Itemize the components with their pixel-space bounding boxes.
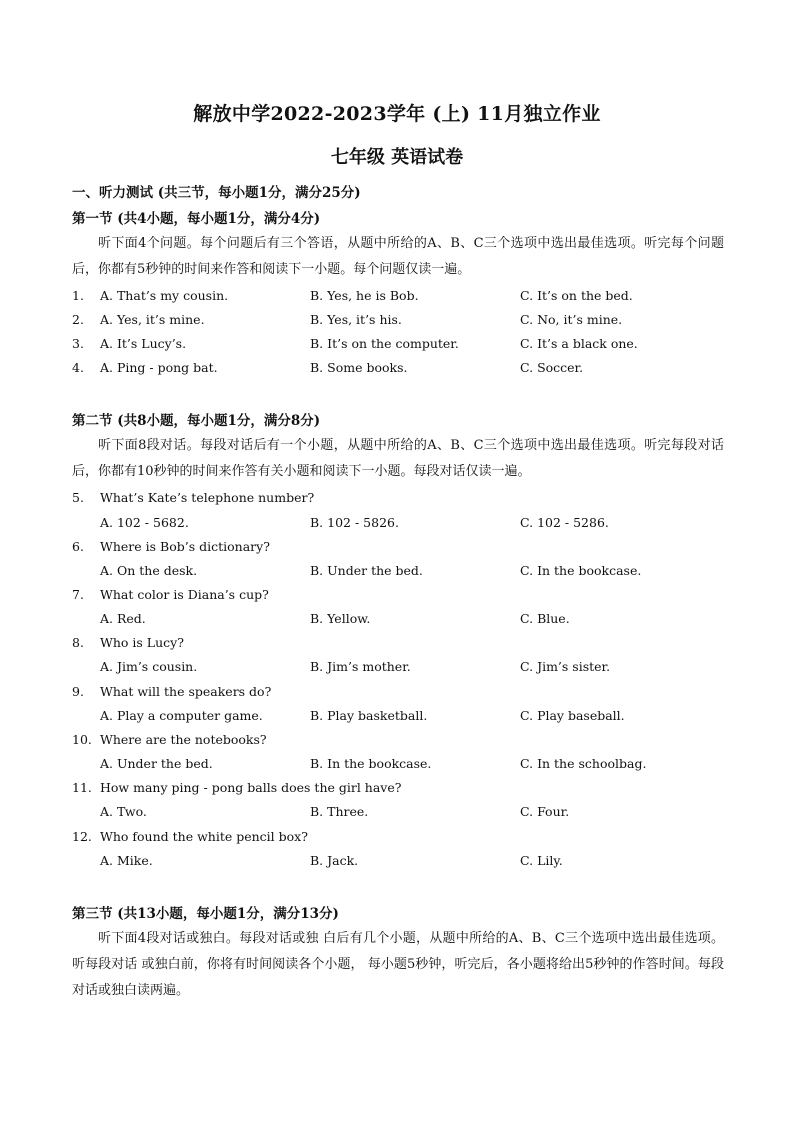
option-b: B. Jim’s mother. (310, 659, 411, 674)
question-number: 4. (72, 360, 84, 375)
option-a: A. Two. (100, 804, 147, 819)
option-a: A. Under the bed. (100, 756, 213, 771)
section3-instructions: 听下面4段对话或独白。每段对话或独 白后有几个小题，从题中所给的A、B、C三个选项中选出最佳选项。听每段对话 或独白前，你将有时间阅读各个小题， 每小题5秒钟，听完后，各小题将给出5秒钟的作答时间。每段对话或独白读两遍。 (72, 931, 724, 998)
question-row (72, 288, 732, 308)
part1-heading: 一、听力测试 (共三节，每小题1分，满分25分) (72, 185, 361, 201)
question-number: 12. (72, 829, 92, 844)
page-subtitle: 七年级 英语试卷 (330, 147, 464, 168)
option-b: B. Yellow. (310, 611, 371, 626)
question-text: Who is Lucy? (100, 635, 184, 650)
question-stem (72, 780, 732, 800)
option-a: A. That’s my cousin. (100, 288, 229, 303)
options-row (72, 515, 732, 535)
question-text: Who found the white pencil box? (100, 829, 308, 844)
page-title: 解放中学2022-2023学年 (上) 11月独立作业 (193, 103, 601, 125)
option-b: B. Yes, he is Bob. (310, 288, 419, 303)
section2-heading: 第二节 (共8小题，每小题1分，满分8分) (72, 413, 321, 429)
option-a: A. 102 - 5682. (100, 515, 189, 530)
options-row (72, 756, 732, 776)
question-text: What will the speakers do? (100, 684, 272, 699)
question-stem (72, 539, 732, 559)
question-number: 5. (72, 490, 84, 505)
option-a: A. Ping - pong bat. (100, 360, 218, 375)
options-row (72, 853, 732, 873)
option-c: C. It’s on the bed. (520, 288, 633, 303)
option-a: A. Jim’s cousin. (100, 659, 198, 674)
section1-instructions: 听下面4个问题。每个问题后有三个答语，从题中所给的A、B、C三个选项中选出最佳选项。听完每个问题后，你都有5秒钟的时间来作答和阅读下一小题。每个问题仅读一遍。 (72, 236, 724, 277)
question-stem (72, 587, 732, 607)
option-c: C. Play baseball. (520, 708, 625, 723)
question-number: 8. (72, 635, 84, 650)
option-a: A. Red. (100, 611, 146, 626)
question-text: What color is Diana’s cup? (100, 587, 269, 602)
question-row (72, 360, 732, 380)
option-b: B. It’s on the computer. (310, 336, 459, 351)
option-b: B. Some books. (310, 360, 408, 375)
option-c: C. It’s a black one. (520, 336, 638, 351)
question-stem (72, 490, 732, 510)
option-c: C. Soccer. (520, 360, 584, 375)
question-text: Where is Bob’s dictionary? (100, 539, 270, 554)
option-b: B. Play basketball. (310, 708, 428, 723)
section3-heading: 第三节 (共13小题，每小题1分，满分13分) (72, 906, 339, 922)
option-b: B. Three. (310, 804, 369, 819)
question-number: 1. (72, 288, 84, 303)
option-c: C. Blue. (520, 611, 570, 626)
question-number: 3. (72, 336, 84, 351)
question-row (72, 336, 732, 356)
option-c: C. In the schoolbag. (520, 756, 647, 771)
option-c: C. Lily. (520, 853, 563, 868)
option-a: A. It’s Lucy’s. (100, 336, 187, 351)
option-b: B. In the bookcase. (310, 756, 432, 771)
section1-heading: 第一节 (共4小题，每小题1分，满分4分) (72, 211, 321, 227)
option-a: A. Mike. (100, 853, 153, 868)
options-row (72, 563, 732, 583)
question-stem (72, 684, 732, 704)
question-text: Where are the notebooks? (100, 732, 267, 747)
option-a: A. On the desk. (100, 563, 198, 578)
option-b: B. 102 - 5826. (310, 515, 399, 530)
section2-instructions: 听下面8段对话。每段对话后有一个小题，从题中所给的A、B、C三个选项中选出最佳选项。听完每段对话后，你都有10秒钟的时间来作答有关小题和阅读下一小题。每段对话仅读一遍。 (72, 438, 724, 479)
question-number: 9. (72, 684, 84, 699)
question-number: 6. (72, 539, 84, 554)
question-number: 10. (72, 732, 92, 747)
option-a: A. Play a computer game. (100, 708, 263, 723)
question-number: 7. (72, 587, 84, 602)
question-row (72, 312, 732, 332)
question-number: 11. (72, 780, 92, 795)
options-row (72, 611, 732, 631)
option-c: C. 102 - 5286. (520, 515, 609, 530)
question-stem (72, 829, 732, 849)
option-c: C. No, it’s mine. (520, 312, 623, 327)
options-row (72, 659, 732, 679)
option-c: C. In the bookcase. (520, 563, 642, 578)
option-a: A. Yes, it’s mine. (100, 312, 205, 327)
question-stem (72, 732, 732, 752)
question-stem (72, 635, 732, 655)
option-b: B. Under the bed. (310, 563, 423, 578)
option-c: C. Jim’s sister. (520, 659, 611, 674)
question-text: How many ping - pong balls does the girl have? (100, 780, 402, 795)
question-number: 2. (72, 312, 84, 327)
option-b: B. Yes, it’s his. (310, 312, 402, 327)
option-c: C. Four. (520, 804, 570, 819)
options-row (72, 804, 732, 824)
question-text: What’s Kate’s telephone number? (100, 490, 315, 505)
option-b: B. Jack. (310, 853, 359, 868)
options-row (72, 708, 732, 728)
